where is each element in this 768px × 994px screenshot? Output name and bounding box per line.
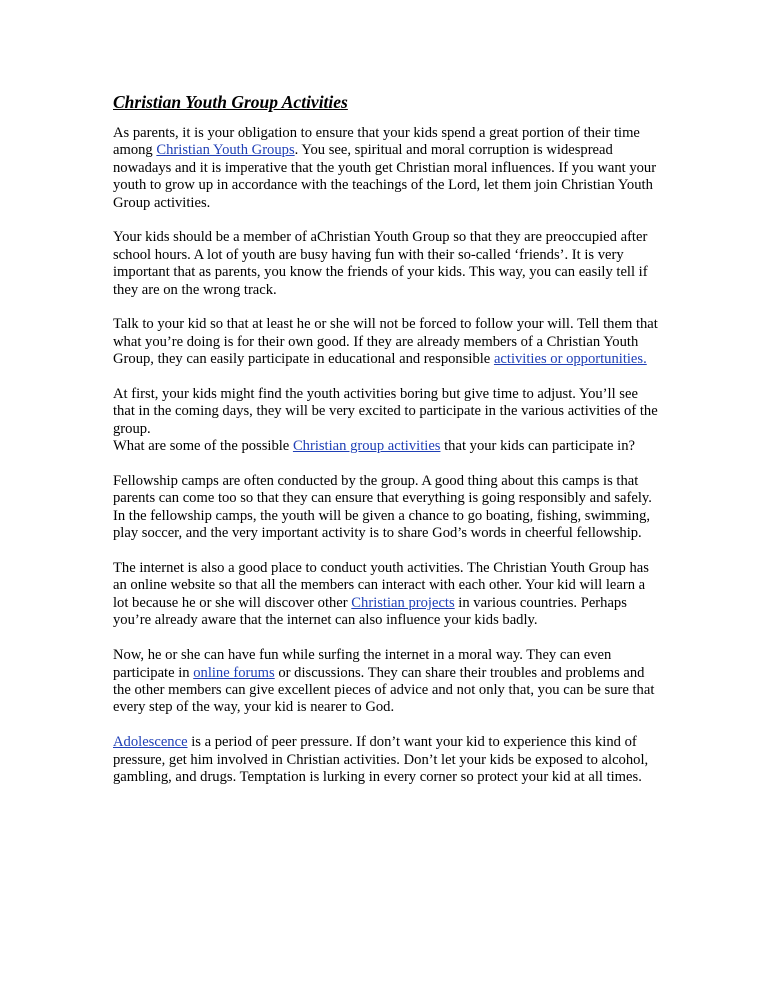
adolescence-link[interactable]: Adolescence	[113, 734, 188, 751]
paragraph-4: At first, your kids might find the youth activities boring but give time to adjust. You’ll see that in the coming days, they will be very excited to participate in the various activities of the group.	[113, 386, 658, 437]
activities-or-opportunities-link[interactable]: activities or opportunities.	[493, 351, 647, 368]
christian-youth-groups-link[interactable]: Christian Youth Groups	[156, 142, 295, 159]
paragraph-1-text-b: . You see, spiritual and moral corruption is widespread nowadays and it is imperative that the youth get Christian moral influences. If you want your youth to grow up in accordance with the teachings of the Lord, let them join Christian Youth Group activities.	[113, 142, 657, 211]
paragraph-5-text-b: that your kids can participate in?	[440, 438, 635, 455]
document-title: Christian Youth Group Activities	[113, 92, 348, 112]
paragraph-2: Your kids should be a member of aChristian Youth Group so that they are preoccupied after school hours. A lot of youth are busy having fun with their so-called ‘friends’. It is very important that as parents, you know the friends of your kids. This way, you can easily tell if they are on the wrong track.	[113, 229, 648, 298]
paragraph-9	[113, 734, 661, 786]
paragraph-7	[113, 560, 661, 630]
online-forums-link[interactable]: online forums	[193, 664, 275, 681]
document-body	[113, 91, 661, 804]
paragraph-6: Fellowship camps are often conducted by the group. A good thing about this camps is that parents can come too so that they can ensure that everything is going responsibly and safely. In the fellowship camps, the youth will be given a chance to go boating, fishing, swimming, play soccer, and the very important activity is to share God’s words in cheerful fellowship.	[113, 473, 652, 542]
christian-projects-link[interactable]: Christian projects	[351, 594, 455, 611]
paragraph-5	[113, 438, 661, 455]
paragraph-8-text-a: Now, he or she can have fun while surfing the internet in a moral way. They can even participate in	[113, 647, 612, 681]
paragraph-1	[113, 125, 661, 212]
paragraph-7-text-a: The internet is also a good place to conduct youth activities. The Christian Youth Group has an online website so that all the members can interact with each other. Your kid will learn a lot because he or she will discover other	[113, 560, 649, 611]
paragraph-3-text-a: Talk to your kid so that at least he or she will not be forced to follow your will. Tell them that what you’re doing is for their own good. If they are already members of a Christian Youth Group, they can easily participate in educational and responsible	[113, 316, 658, 368]
paragraph-3	[113, 316, 661, 368]
christian-group-activities-link[interactable]: Christian group activities	[292, 438, 441, 455]
paragraph-9-text-b: is a period of peer pressure. If don’t want your kid to experience this kind of pressure, get him involved in Christian activities. Don’t let your kids be exposed to alcohol, gambling, and drugs. Temptation is lurking in every corner so protect your kid at all times.	[113, 734, 649, 785]
paragraph-1-text-a: As parents, it is your obligation to ensure that your kids spend a great portion of their time among	[113, 125, 640, 159]
paragraph-8	[113, 647, 661, 717]
paragraph-8-text-b: or discussions. They can share their troubles and problems and the other members can give excellent pieces of advice and not only that, you can be sure that every step of the way, your kid is nearer to God.	[113, 664, 655, 716]
paragraph-7-text-b: in various countries. Perhaps you’re already aware that the internet can also influence your kids badly.	[113, 594, 627, 629]
paragraph-5-text-a: What are some of the possible	[113, 438, 293, 455]
